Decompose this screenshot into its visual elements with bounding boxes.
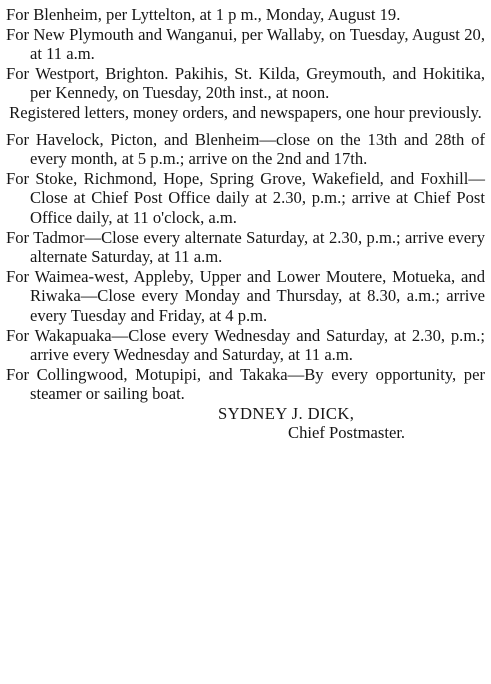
notice-stoke-richmond-foxhill: For Stoke, Richmond, Hope, Spring Grove, Wakefield, and Foxhill—Close at Chief Post Office daily at 2.30, p.m.; arrive at Chief Post Office daily, at 11 o'clock, a.m. — [6, 168, 485, 227]
signature-name: SYDNEY J. DICK, — [218, 403, 355, 423]
notice-tadmor: For Tadmor—Close every alternate Saturday, at 2.30, p.m.; arrive every alternate Saturday, at 11 a.m. — [6, 227, 485, 267]
section-divider — [6, 123, 485, 130]
notice-wakapuaka: For Wakapuaka—Close every Wednesday and Saturday, at 2.30, p.m.; arrive every Wednesday and Saturday, at 11 a.m. — [6, 325, 485, 365]
notice-westport-greymouth-hokitika: For Westport, Brighton. Pakihis, St. Kilda, Greymouth, and Hokitika, per Kennedy, on Tuesday, 20th inst., at noon. — [6, 63, 485, 103]
notice-registered-letters: Registered letters, money orders, and newspapers, one hour previously. — [9, 102, 482, 122]
notice-new-plymouth-wanganui: For New Plymouth and Wanganui, per Wallaby, on Tuesday, August 20, at 11 a.m. — [6, 24, 485, 64]
notice-collingwood-motupipi-takaka: For Collingwood, Motupipi, and Takaka—By every opportunity, per steamer or sailing boat. — [6, 364, 485, 404]
notice-blenheim-lyttelton: For Blenheim, per Lyttelton, at 1 p m., Monday, August 19. — [6, 5, 401, 24]
notice-havelock-picton-blenheim: For Havelock, Picton, and Blenheim—close on the 13th and 28th of every month, at 5 p.m.; arrive on the 2nd and 17th. — [6, 129, 485, 169]
notice-waimea-west-motueka-riwaka: For Waimea-west, Appleby, Upper and Lower Moutere, Motueka, and Riwaka—Close every Monday and Thursday, at 8.30, a.m.; arrive every Tuesday and Friday, at 4 p.m. — [6, 266, 485, 325]
signature-title: Chief Postmaster. — [288, 423, 406, 443]
